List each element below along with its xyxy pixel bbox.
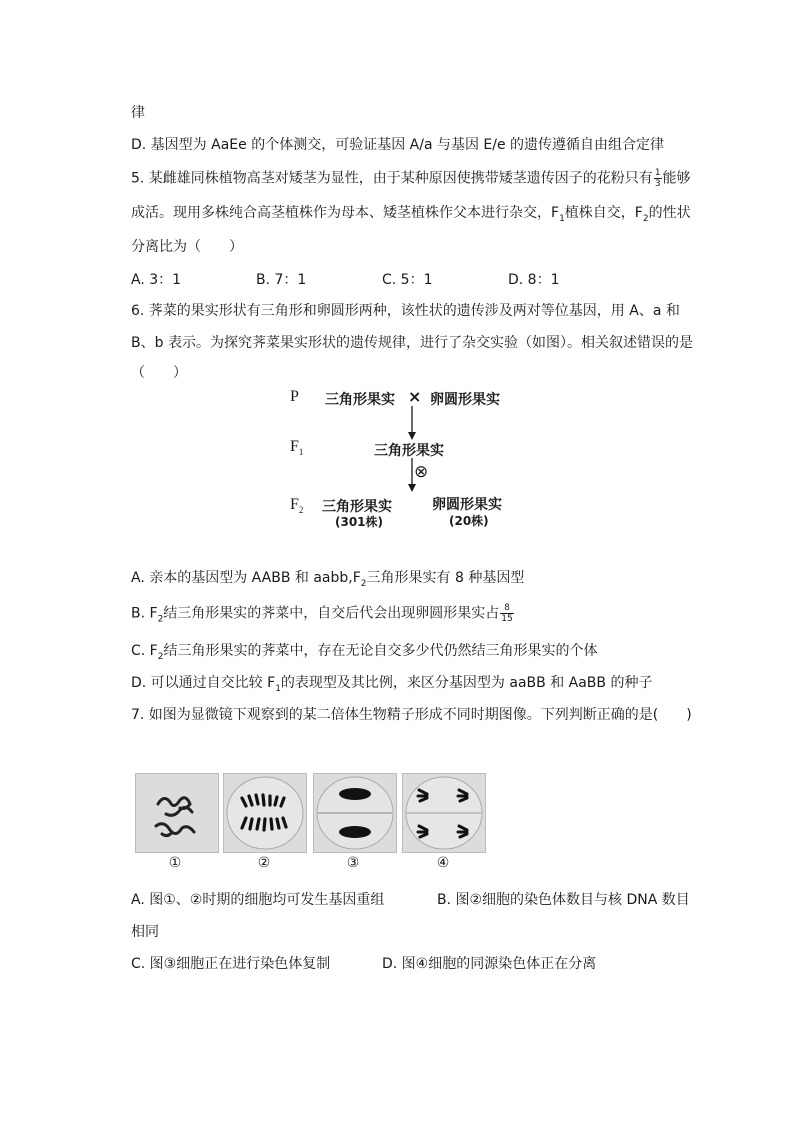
- parent1: 三角形果实: [325, 392, 395, 408]
- question-6-line1: 6. 荠菜的果实形状有三角形和卵圆形两种，该性状的遗传涉及两对等位基因，用 A、a 和: [131, 303, 680, 319]
- cross-symbol: ×: [408, 387, 422, 406]
- figure-label-2: ②: [257, 855, 271, 871]
- selfing-symbol: ⊗: [414, 462, 429, 482]
- q5-option-a: A. 3：1: [131, 272, 182, 288]
- q7-option-c: C. 图③细胞正在进行染色体复制: [131, 956, 331, 972]
- q7-option-d: D. 图④细胞的同源染色体正在分离: [382, 956, 597, 972]
- f1-phenotype: 三角形果实: [374, 443, 444, 459]
- question-6-line2: B、b 表示。为探究荠菜果实形状的遗传规律，进行了杂交实验（如图）。相关叙述错误的是: [131, 335, 693, 351]
- text-line: 律: [131, 105, 145, 121]
- option-d-prev: D. 基因型为 AaEe 的个体测交，可验证基因 A/a 与基因 E/e 的遗传遵循自由组合定律: [131, 137, 665, 153]
- label-p: P: [290, 388, 299, 405]
- question-6-line3: （ ）: [131, 365, 187, 381]
- q5-option-d: D. 8：1: [508, 272, 560, 288]
- q6-option-a: A. 亲本的基因型为 AABB 和 $aabb,F_2$三角形果实有 8 种基因型: [131, 570, 525, 589]
- parent2: 卵圆形果实: [430, 392, 500, 408]
- label-f1: $F_1$: [290, 438, 304, 458]
- q5-option-c: C. 5：1: [382, 272, 433, 288]
- question-5-line1: 5. 某雌雄同株植物高茎对矮茎为显性，由于某种原因使携带矮茎遗传因子的花粉只有 $\frac{1}{3}$ 能够: [131, 168, 691, 189]
- figure-label-3: ③: [346, 855, 360, 871]
- figure-label-1: ①: [168, 855, 182, 871]
- q7-option-b-cont: 相同: [131, 924, 159, 940]
- micrograph-4: [402, 773, 486, 853]
- q5-option-b: B. 7：1: [256, 272, 307, 288]
- f2-oval-count: (20株): [449, 514, 489, 528]
- q7-option-b: B. 图②细胞的染色体数目与核 DNA 数目: [437, 892, 690, 908]
- f2-oval: 卵圆形果实: [432, 497, 502, 513]
- micrograph-2: [223, 773, 307, 853]
- q6-option-b: B. $F_2$结三角形果实的荠菜中，自交后代会出现卵圆形果实占 $\frac{8}{15}$: [131, 603, 513, 625]
- fraction: $\frac{1}{3}$: [654, 168, 661, 189]
- micrograph-1: [135, 773, 219, 853]
- label-f2: $F_2$: [290, 496, 304, 516]
- f2-triangle: 三角形果实: [322, 499, 392, 515]
- q6-option-c: C. $F_2$结三角形果实的荠菜中，存在无论自交多少代仍然结三角形果实的个体: [131, 643, 598, 662]
- f2-triangle-count: (301株): [335, 515, 384, 529]
- fraction: $\frac{8}{15}$: [501, 603, 513, 624]
- question-5-line2: 成活。现用多株纯合高茎植株作为母本、矮茎植株作父本进行杂交，$F_1$植株自交，$F_2$的性状: [131, 205, 691, 224]
- figure-label-4: ④: [436, 855, 450, 871]
- arrow-down: [406, 406, 418, 440]
- q6-option-d: D. 可以通过自交比较 $F_1$的表现型及其比例，来区分基因型为 aaBB 和 AaBB 的种子: [131, 675, 653, 694]
- question-7: 7. 如图为显微镜下观察到的某二倍体生物精子形成不同时期图像。下列判断正确的是( ): [131, 707, 692, 723]
- q7-option-a: A. 图①、②时期的细胞均可发生基因重组: [131, 892, 385, 908]
- question-5-line3: 分离比为（ ）: [131, 239, 243, 255]
- micrograph-3: [313, 773, 397, 853]
